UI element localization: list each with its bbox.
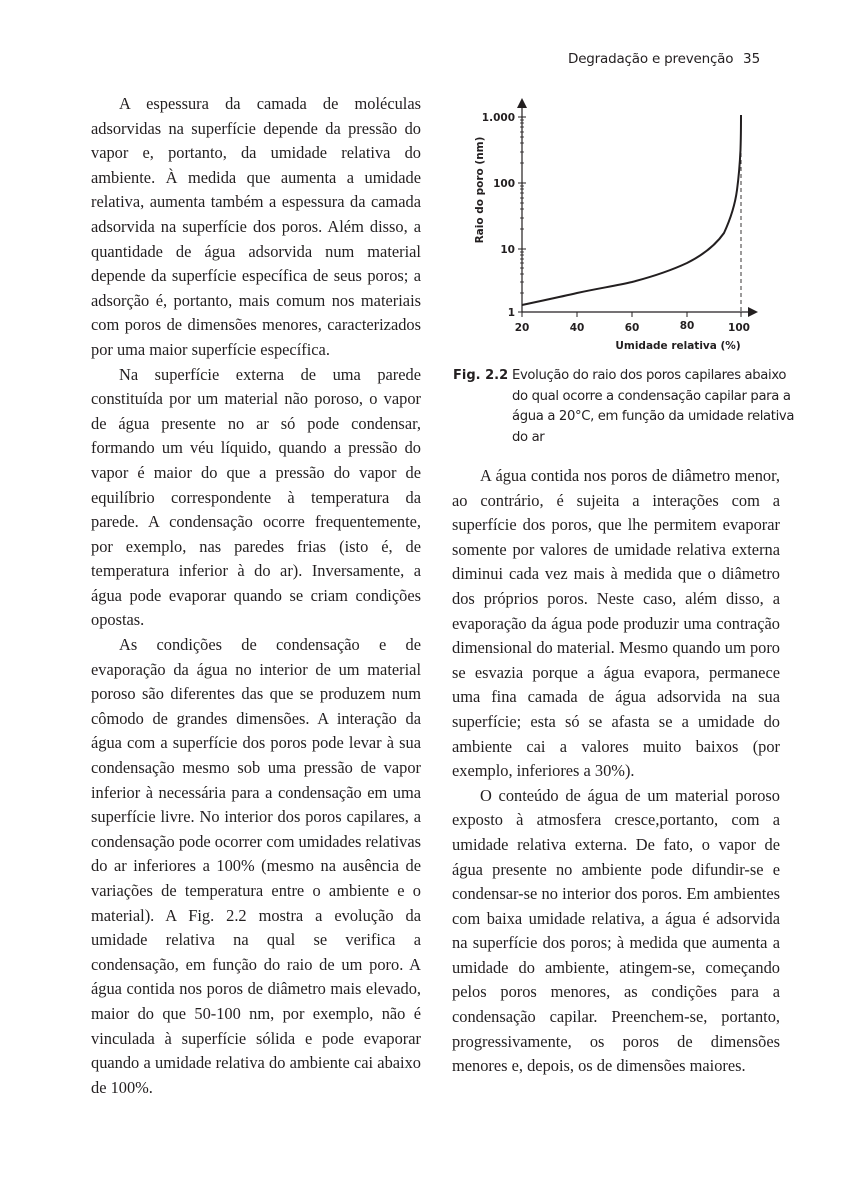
paragraph: O conteúdo de água de um material poroso exposto à atmosfera cresce,portanto, com a umidade relativa externa. De fato, o vapor de água presente no ambiente pode difundir-se e condensar-se no interior dos poros. Em ambientes com baixa umidade relativa, a água é adsorvida na superfície dos poros; à medida que aumenta a umidade do ambiente, atingem-se, começando pelos poros menores, as condições para a condensação capilar. Preenchem-se, portanto, progressivamente, os poros de dimensões menores e, depois, os de dimensões maiores. — [452, 785, 780, 1076]
right-column — [452, 464, 780, 1079]
data-curve — [522, 115, 741, 305]
y-tick-label: 100 — [493, 178, 515, 190]
left-column — [91, 92, 421, 1100]
figure-label: Fig. 2.2 — [453, 368, 509, 383]
x-tick-label: 20 — [514, 322, 530, 334]
paragraph: As condições de condensação e de evaporação da água no interior de um material poroso são diferentes das que se produzem num cômodo de grandes dimensões. A interação da água com a superfície dos poros pode levar à sua condensação mesmo sob uma pressão de vapor inferior à necessária para a condensação em uma superfície livre. No interior dos poros capilares, a condensação pode ocorrer com umidades relativas do ar inferiores a 100% (mesmo na ausência de variações de temperatura entre o ambiente e o material). A Fig. 2.2 mostra a evolução da umidade relativa na qual se verifica a condensação, em função do raio de um poro. A água contida nos poros de diâmetro mais elevado, maior do que 50-100 nm, por exemplo, não é vinculada à superfície sólida e pode evaporar quando a umidade relativa do ambiente cai abaixo de 100%. — [91, 635, 421, 1097]
x-ticks — [522, 312, 741, 317]
y-tick-label: 10 — [500, 244, 515, 256]
x-axis-label: Umidade relativa (%) — [615, 340, 741, 352]
x-tick-label: 100 — [728, 322, 750, 334]
page-number: 35 — [743, 51, 761, 67]
paragraph: A espessura da camada de moléculas adsorvidas na superfície depende da pressão do vapor e, portanto, da umidade relativa do ambiente. À medida que aumenta a umidade relativa, aumenta também a espessura da camada adsorvida na superfície dos poros. Além disso, a quantidade de água adsorvida num material depende da superfície específica de seus poros; a adsorção é, portanto, mais comum nos materiais com poros de dimensões menores, caracterizados por uma maior superfície específica. — [91, 94, 421, 359]
y-axis-arrow-icon — [517, 98, 527, 108]
figure-caption-text: Evolução do raio dos poros capilares abaixo do qual ocorre a condensação capilar para a água a 20°C, em função da umidade relativa do ar — [512, 368, 795, 445]
x-axis-arrow-icon — [748, 307, 758, 317]
figure-chart — [460, 90, 780, 360]
y-tick-label: 1 — [507, 307, 515, 319]
y-axis-label: Raio do poro (nm) — [474, 136, 486, 244]
paragraph: A água contida nos poros de diâmetro menor, ao contrário, é sujeita a interações com a superfície dos poros, que lhe permitem evaporar somente por valores de umidade relativa externa diminui cada vez mais à medida que o diâmetro dos próprios poros. Neste caso, além disso, a evaporação da água pode produzir uma contração dimensional do material. Mesmo quando um poro se esvazia porque a água evapora, permanece uma fina camada de água adsorvida na sua superfície; esta só se afasta se a umidade do ambiente cai a valores muito baixos (por exemplo, inferiores a 30%). — [452, 466, 780, 781]
x-tick-label: 40 — [569, 322, 585, 334]
x-tick-label: 80 — [679, 320, 695, 332]
chapter-title: Degradação e prevenção — [568, 51, 734, 67]
paragraph: Na superfície externa de uma parede constituída por um material não poroso, o vapor de água presente no ar só pode condensar, formando um véu líquido, quando a pressão do vapor é maior do que a pressão do vapor de equilíbrio correspondente à temperatura da parede. A condensação ocorre frequentemente, por exemplo, nas paredes frias (isto é, de temperatura inferior à do ar). Inversamente, a água pode evaporar quando se criam condições opostas. — [91, 364, 421, 630]
y-tick-label: 1.000 — [481, 112, 515, 124]
x-tick-label: 60 — [624, 322, 640, 334]
